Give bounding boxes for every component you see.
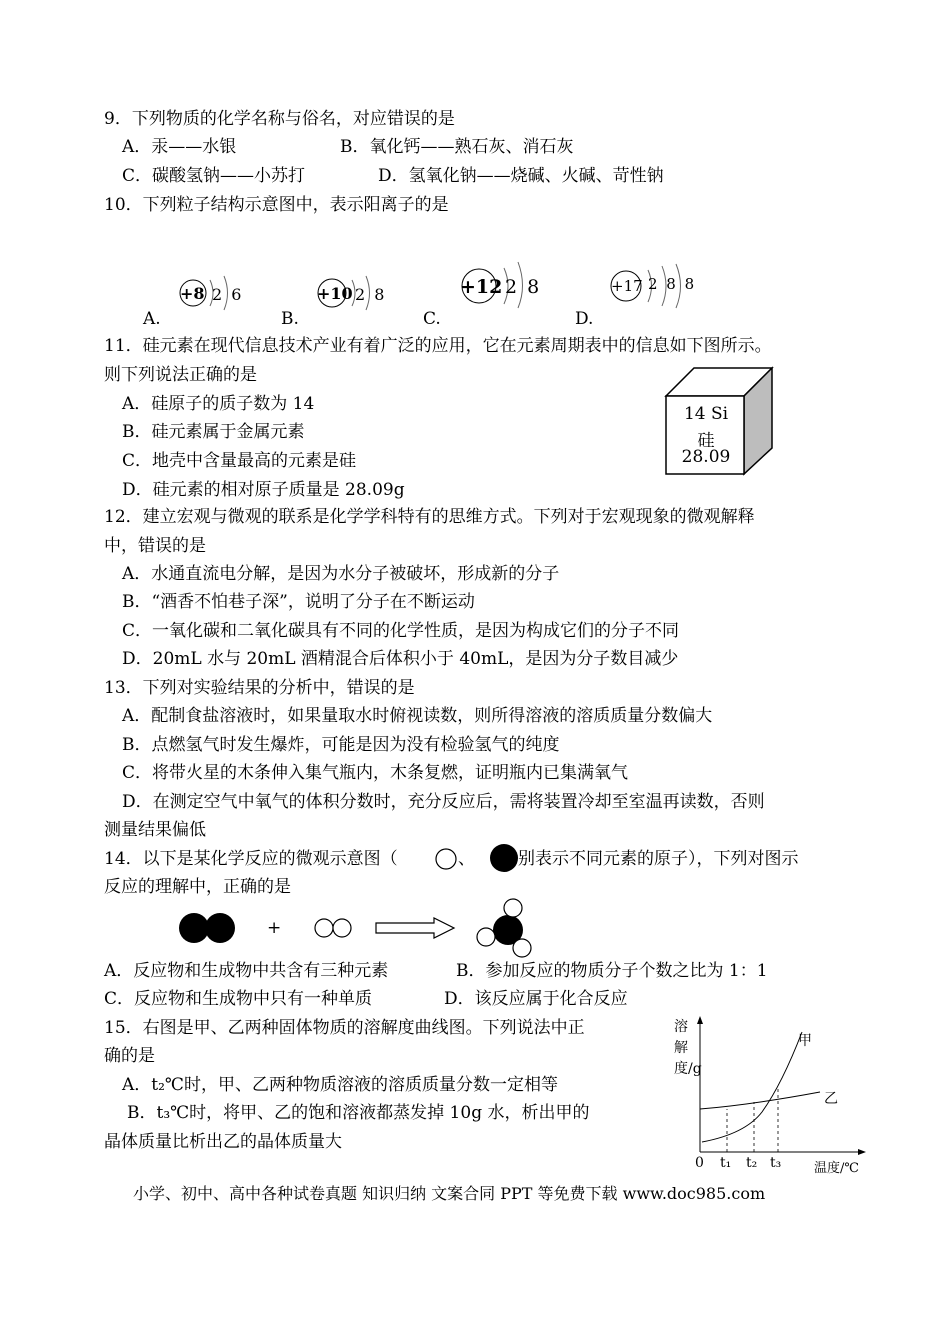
q11-option-b: B．硅元素属于金属元素 [122,422,305,442]
q12-option-d: D．20mL 水与 20mL 酒精混合后体积小于 40mL，是因为分子数目减少 [122,649,679,669]
x-tick-0: 0 [695,1155,704,1171]
series-jia-curve [702,1032,802,1142]
q11-stem-line1: 11．硅元素在现代信息技术产业有着广泛的应用，它在元素周期表中的信息如下图所示。 [104,336,772,356]
q10-stem: 10．下列粒子结构示意图中，表示阳离子的是 [104,195,449,215]
x-tick-t3: t₃ [770,1155,782,1171]
q15-option-b-line1: B．t₃℃时，将甲、乙的饱和溶液都蒸发掉 10g 水，析出甲的 [127,1103,590,1123]
q13-option-d-line2: 测量结果偏低 [104,820,206,840]
q9-option-d: D．氢氧化钠——烧碱、火碱、苛性钠 [378,166,664,186]
solubility-chart [690,1012,870,1167]
element-number-symbol: 14 Si [683,404,729,424]
q12-option-a: A．水通直流电分解，是因为水分子被破坏，形成新的分子 [122,564,560,584]
q9-option-c: C．碳酸氢钠——小苏打 [122,166,306,186]
q14-option-b: B．参加反应的物质分子个数之比为 1：1 [456,961,768,981]
q10-option-a-label: A. [143,309,161,329]
atom-b-shells: 2 8 [355,285,387,304]
atom-c-shells: 2 8 [505,276,542,298]
y-axis-label: 溶解度/g [674,1019,702,1077]
q15-option-b-line2: 晶体质量比析出乙的晶体质量大 [104,1132,342,1152]
q9-option-b: B．氧化钙——熟石灰、消石灰 [340,137,574,157]
q9-stem: 9．下列物质的化学名称与俗名，对应错误的是 [104,109,455,129]
q12-option-c: C．一氧化碳和二氧化碳具有不同的化学性质，是因为构成它们的分子不同 [122,621,680,641]
q12-option-b: B．“酒香不怕巷子深”，说明了分子在不断运动 [122,592,475,612]
q13-stem: 13．下列对实验结果的分析中，错误的是 [104,678,415,698]
reaction-diagram [176,896,536,958]
element-mass: 28.09 [681,447,731,467]
q14-stem-part2: 别表示不同元素的原子），下列对图示 [518,849,799,869]
series-jia-label: 甲 [798,1033,812,1049]
atom-a-nucleus: +8 [180,284,205,303]
atom-d-shells: 2 8 8 [648,275,697,293]
q9-option-a: A．汞——水银 [122,137,237,157]
q11-option-a: A．硅原子的质子数为 14 [122,394,315,414]
q12-stem-line1: 12．建立宏观与微观的联系是化学学科特有的思维方式。下列对于宏观现象的微观解释 [104,507,755,527]
q13-option-c: C．将带火星的木条伸入集气瓶内，木条复燃，证明瓶内已集满氧气 [122,763,629,783]
q10-option-d-label: D. [575,309,594,329]
q11-option-c: C．地壳中含量最高的元素是硅 [122,451,357,471]
series-yi-curve [700,1092,820,1109]
q14-stem-line2: 反应的理解中，正确的是 [104,877,291,897]
x-axis-label: 温度/℃ [814,1161,859,1176]
q13-option-b: B．点燃氢气时发生爆炸，可能是因为没有检验氢气的纯度 [122,735,560,755]
x-tick-t1: t₁ [720,1155,732,1171]
q12-stem-line2: 中，错误的是 [104,536,206,556]
white-atom-icon [434,847,458,871]
x-tick-t2: t₂ [746,1155,758,1171]
q10-option-c-label: C. [423,309,441,329]
q13-option-a: A．配制食盐溶液时，如果量取水时俯视读数，则所得溶液的溶质质量分数偏大 [122,706,713,726]
q14-option-a: A．反应物和生成物中共含有三种元素 [104,961,389,981]
q14-option-d: D．该反应属于化合反应 [444,989,628,1009]
q14-option-c: C．反应物和生成物中只有一种单质 [104,989,373,1009]
atom-b-nucleus: +10 [317,284,353,303]
q11-stem-line2: 则下列说法正确的是 [104,365,257,385]
q14-stem-part1: 14．以下是某化学反应的微观示意图（ [104,849,398,869]
atom-a-shells: 2 6 [212,285,244,304]
q15-stem-line1: 15．右图是甲、乙两种固体物质的溶解度曲线图。下列说法中正 [104,1018,585,1038]
q15-option-a: A．t₂℃时，甲、乙两种物质溶液的溶质质量分数一定相等 [122,1075,558,1095]
q11-option-d: D．硅元素的相对原子质量是 28.09g [122,480,405,500]
reaction-plus: + [267,918,282,938]
series-yi-label: 乙 [824,1091,838,1107]
black-atom-icon [488,843,522,875]
element-name: 硅 [697,431,715,451]
page-footer: 小学、初中、高中各种试卷真题 知识归纳 文案合同 PPT 等免费下载 www.doc985.com [133,1184,766,1203]
q13-option-d-line1: D．在测定空气中氧气的体积分数时，充分反应后，需将装置冷却至室温再读数，否则 [122,792,765,812]
atom-c-nucleus: +12 [460,276,503,298]
atom-d-nucleus: +17 [611,277,643,295]
q14-stem-sep: 、 [458,849,475,869]
q10-option-b-label: B. [281,309,299,329]
q15-stem-line2: 确的是 [104,1046,155,1066]
